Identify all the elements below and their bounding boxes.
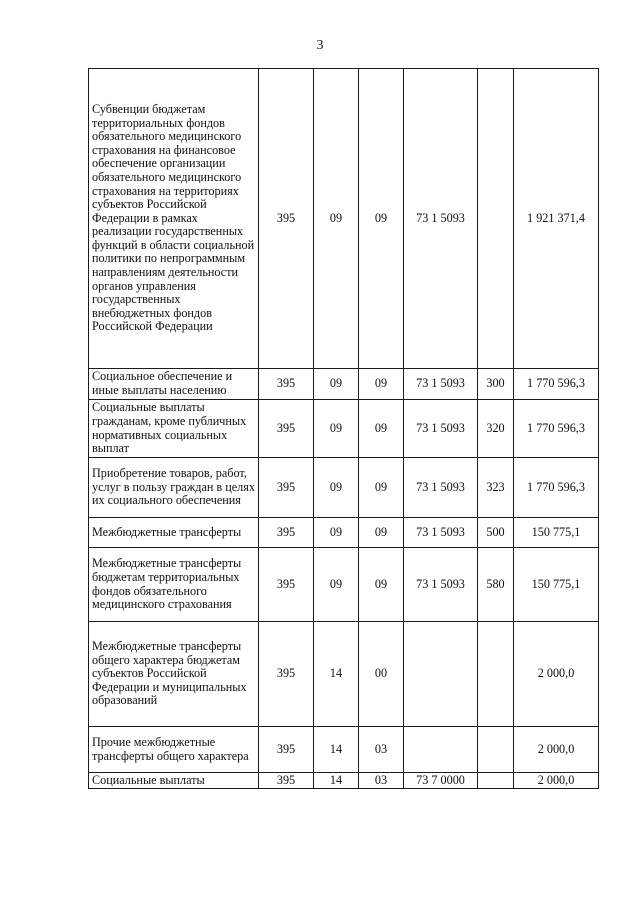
section-code: 14	[314, 622, 359, 727]
target-code	[404, 622, 478, 727]
table-row	[89, 548, 599, 622]
row-name: Межбюджетные трансферты бюджетам территориальных фондов обязательного медицинского страхования	[89, 548, 259, 622]
budget-table	[88, 68, 599, 789]
section-code: 09	[314, 400, 359, 458]
expense-type-code	[478, 622, 514, 727]
expense-type-code	[478, 69, 514, 369]
amount: 2 000,0	[514, 773, 599, 789]
amount: 150 775,1	[514, 548, 599, 622]
subsection-code: 03	[359, 773, 404, 789]
section-code: 14	[314, 773, 359, 789]
amount: 1 770 596,3	[514, 400, 599, 458]
expense-type-code: 320	[478, 400, 514, 458]
row-name: Субвенции бюджетам территориальных фондов обязательного медицинского страхования на финансовое обеспечение организации обязательного медицинского страхования на территориях субъектов Российской Федерации в рамках реализации государственных функций в области социальной политики по непрограммным направлениям деятельности органов управления государственных внебюджетных фондов Российской Федерации	[89, 69, 259, 369]
row-name: Социальное обеспечение и иные выплаты населению	[89, 369, 259, 400]
amount: 1 770 596,3	[514, 458, 599, 518]
expense-type-code: 500	[478, 518, 514, 548]
subsection-code: 03	[359, 727, 404, 773]
amount: 2 000,0	[514, 727, 599, 773]
ministry-code: 395	[259, 518, 314, 548]
target-code: 73 1 5093	[404, 369, 478, 400]
target-code: 73 7 0000	[404, 773, 478, 789]
section-code: 09	[314, 369, 359, 400]
section-code: 09	[314, 518, 359, 548]
table-row	[89, 458, 599, 518]
subsection-code: 09	[359, 69, 404, 369]
target-code: 73 1 5093	[404, 458, 478, 518]
table-row	[89, 727, 599, 773]
subsection-code: 09	[359, 518, 404, 548]
row-name: Межбюджетные трансферты	[89, 518, 259, 548]
target-code: 73 1 5093	[404, 400, 478, 458]
section-code: 09	[314, 548, 359, 622]
ministry-code: 395	[259, 69, 314, 369]
ministry-code: 395	[259, 548, 314, 622]
expense-type-code	[478, 773, 514, 789]
row-name: Межбюджетные трансферты общего характера бюджетам субъектов Российской Федерации и муниципальных образований	[89, 622, 259, 727]
table-row	[89, 773, 599, 789]
target-code: 73 1 5093	[404, 548, 478, 622]
subsection-code: 09	[359, 369, 404, 400]
amount: 150 775,1	[514, 518, 599, 548]
row-name: Приобретение товаров, работ, услуг в пользу граждан в целях их социального обеспечения	[89, 458, 259, 518]
expense-type-code: 323	[478, 458, 514, 518]
subsection-code: 00	[359, 622, 404, 727]
expense-type-code	[478, 727, 514, 773]
ministry-code: 395	[259, 622, 314, 727]
page-number: 3	[316, 38, 324, 53]
row-name: Прочие межбюджетные трансферты общего характера	[89, 727, 259, 773]
subsection-code: 09	[359, 458, 404, 518]
expense-type-code: 580	[478, 548, 514, 622]
target-code: 73 1 5093	[404, 518, 478, 548]
section-code: 09	[314, 69, 359, 369]
ministry-code: 395	[259, 369, 314, 400]
amount: 1 770 596,3	[514, 369, 599, 400]
table-row	[89, 622, 599, 727]
ministry-code: 395	[259, 400, 314, 458]
subsection-code: 09	[359, 548, 404, 622]
ministry-code: 395	[259, 773, 314, 789]
subsection-code: 09	[359, 400, 404, 458]
table-row	[89, 369, 599, 400]
row-name: Социальные выплаты	[89, 773, 259, 789]
target-code	[404, 727, 478, 773]
amount: 1 921 371,4	[514, 69, 599, 369]
amount: 2 000,0	[514, 622, 599, 727]
table-row	[89, 400, 599, 458]
table-row	[89, 69, 599, 369]
section-code: 09	[314, 458, 359, 518]
expense-type-code: 300	[478, 369, 514, 400]
ministry-code: 395	[259, 458, 314, 518]
row-name: Социальные выплаты гражданам, кроме публичных нормативных социальных выплат	[89, 400, 259, 458]
table-row	[89, 518, 599, 548]
ministry-code: 395	[259, 727, 314, 773]
section-code: 14	[314, 727, 359, 773]
target-code: 73 1 5093	[404, 69, 478, 369]
